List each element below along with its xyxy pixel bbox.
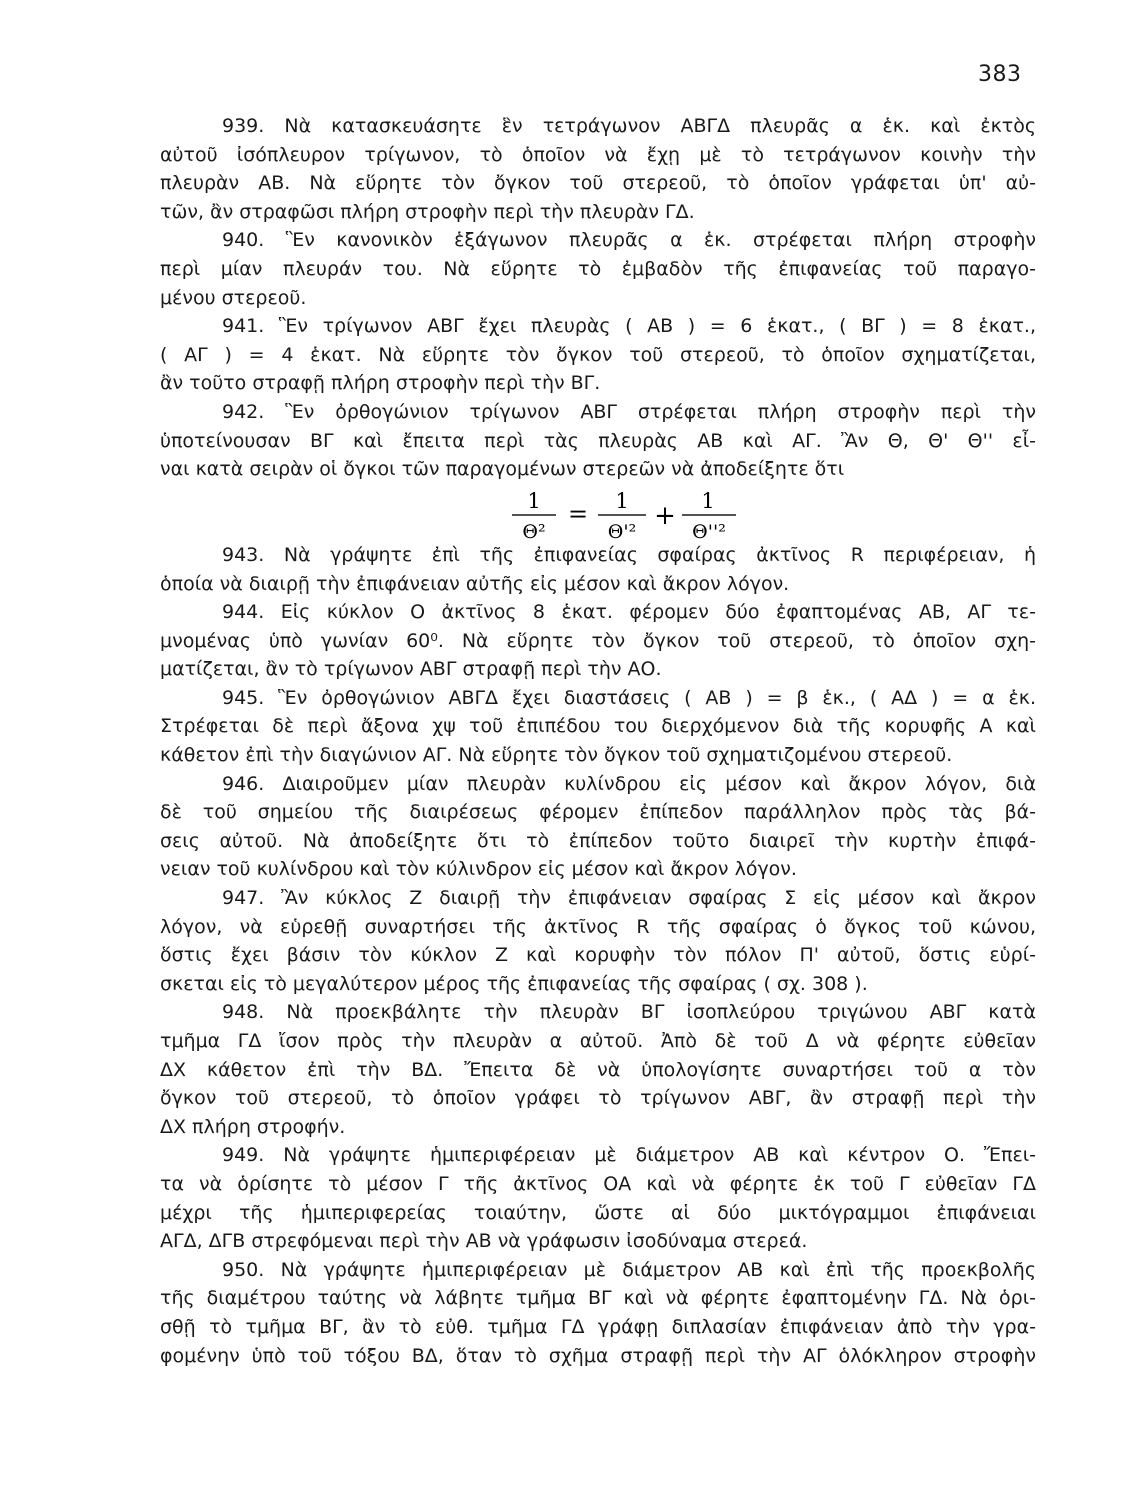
text-line: ΔΧ πλήρη στροφήν. [160, 1115, 346, 1138]
text-line: 943. Νὰ γράψητε ἐπὶ τῆς ἐπιφανείας σφαίρας ἀκτῖνος R περιφέρειαν, ἡ [222, 543, 1036, 566]
text-line: ΔΧ κάθετον ἐπὶ τὴν ΒΔ. Ἔπειτα δὲ νὰ ὑπολογίσητε συναρτήσει τοῦ α τὸν [160, 1058, 1036, 1081]
text-line: κάθετον ἐπὶ τὴν διαγώνιον ΑΓ. Νὰ εὕρητε τὸν ὄγκον τοῦ σχηματιζομένου στερεοῦ. [160, 744, 953, 767]
text-line: 950. Νὰ γράψητε ἡμιπεριφέρειαν μὲ διάμετρον ΑΒ καὶ ἐπὶ τῆς προεκβολῆς [222, 1258, 1036, 1281]
text-line: 944. Εἰς κύκλον Ο ἀκτῖνος 8 ἑκατ. φέρομεν δύο ἐφαπτομένας ΑΒ, ΑΓ τε- [222, 601, 1036, 624]
formula-num-1: 1 [527, 489, 541, 513]
formula-den-2: Θ'² [607, 521, 637, 543]
text-line: τῆς διαμέτρου ταύτης νὰ λάβητε τμῆμα ΒΓ καὶ νὰ φέρητε ἐφαπτομένην ΓΔ. Νὰ ὁρι- [160, 1287, 1036, 1310]
formula [510, 486, 810, 544]
text-line: τμῆμα ΓΔ ἴσον πρὸς τὴν πλευρὰν α αὐτοῦ. Ἀπὸ δὲ τοῦ Δ νὰ φέρητε εὐθεῖαν [160, 1030, 1036, 1052]
text-line: τα νὰ ὁρίσητε τὸ μέσον Γ τῆς ἀκτῖνος ΟΑ καὶ νὰ φέρητε ἐκ τοῦ Γ εὐθεῖαν ΓΔ [160, 1172, 1036, 1195]
body-text [160, 112, 1036, 1370]
text-line: λόγον, νὰ εὑρεθῇ συναρτήσει τῆς ἀκτῖνος R τῆς σφαίρας ὁ ὄγκος τοῦ κώνου, [160, 915, 1036, 938]
formula-den-1: Θ² [522, 521, 546, 543]
text-line: δὲ τοῦ σημείου τῆς διαιρέσεως φέρομεν ἐπίπεδον παράλληλον πρὸς τὰς βά- [160, 801, 1036, 824]
text-line: περὶ μίαν πλευράν του. Νὰ εὕρητε τὸ ἐμβαδὸν τῆς ἐπιφανείας τοῦ παραγο- [160, 257, 1036, 280]
text-line: σκεται εἰς τὸ μεγαλύτερον μέρος τῆς ἐπιφανείας τῆς σφαίρας ( σχ. 308 ). [160, 972, 868, 995]
text-line: 939. Νὰ κατασκευάσητε ἓν τετράγωνον ΑΒΓΔ πλευρᾶς α ἑκ. καὶ ἐκτὸς [222, 115, 1036, 137]
text-line: 945. Ἓν ὀρθογώνιον ΑΒΓΔ ἔχει διαστάσεις ( ΑΒ ) = β ἑκ., ( ΑΔ ) = α ἑκ. [222, 686, 1036, 709]
formula-num-2: 1 [615, 489, 629, 513]
text-line: μένου στερεοῦ. [160, 286, 307, 309]
text-line: ναι κατὰ σειρὰν οἱ ὄγκοι τῶν παραγομένων στερεῶν νὰ ἀποδείξητε ὅτι [160, 458, 845, 481]
formula-num-3: 1 [701, 489, 715, 513]
text-line: ὑποτείνουσαν ΒΓ καὶ ἔπειτα περὶ τὰς πλευρὰς ΑΒ καὶ ΑΓ. Ἂν Θ, Θ' Θ'' εἶ- [160, 429, 1036, 452]
text-line: ( ΑΓ ) = 4 ἑκατ. Νὰ εὕρητε τὸν ὄγκον τοῦ στερεοῦ, τὸ ὁποῖον σχηματίζεται, [160, 343, 1036, 366]
text-line: ἂν τοῦτο στραφῇ πλήρη στροφὴν περὶ τὴν ΒΓ. [160, 372, 601, 395]
text-line: 948. Νὰ προεκβάλητε τὴν πλευρὰν ΒΓ ἰσοπλεύρου τριγώνου ΑΒΓ κατὰ [222, 1001, 1036, 1024]
text-line: 946. Διαιροῦμεν μίαν πλευρὰν κυλίνδρου εἰς μέσον καὶ ἄκρον λόγον, διὰ [222, 772, 1036, 795]
text-line: 949. Νὰ γράψητε ἡμιπεριφέρειαν μὲ διάμετρον ΑΒ καὶ κέντρον Ο. Ἔπει- [222, 1144, 1036, 1167]
text-line: φομένην ὑπὸ τοῦ τόξου ΒΔ, ὅταν τὸ σχῆμα στραφῇ περὶ τὴν ΑΓ ὁλόκληρον στροφὴν [160, 1344, 1036, 1367]
formula-equals: = [567, 500, 589, 528]
text-line: μνομένας ὑπὸ γωνίαν 60⁰. Νὰ εὕρητε τὸν ὄγκον τοῦ στερεοῦ, τὸ ὁποῖον σχη- [160, 629, 1036, 652]
text-line: 942. Ἓν ὀρθογώνιον τρίγωνον ΑΒΓ στρέφεται πλήρη στροφὴν περὶ τὴν [222, 400, 1036, 423]
text-line: τῶν, ἂν στραφῶσι πλήρη στροφὴν περὶ τὴν πλευρὰν ΓΔ. [160, 200, 695, 223]
text-line: 947. Ἂν κύκλος Ζ διαιρῇ τὴν ἐπιφάνειαν σφαίρας Σ εἰς μέσον καὶ ἄκρον [222, 887, 1036, 910]
text-line: 941. Ἓν τρίγωνον ΑΒΓ ἔχει πλευρὰς ( ΑΒ ) = 6 ἑκατ., ( ΒΓ ) = 8 ἑκατ., [222, 315, 1036, 338]
text-line: ΑΓΔ, ΔΓΒ στρεφόμεναι περὶ τὴν ΑΒ νὰ γράφωσιν ἰσοδύναμα στερεά. [160, 1230, 808, 1253]
text-line: Στρέφεται δὲ περὶ ἄξονα χψ τοῦ ἐπιπέδου του διερχόμενον διὰ τῆς κορυφῆς Α καὶ [160, 715, 1036, 738]
text-line: πλευρὰν ΑΒ. Νὰ εὕρητε τὸν ὄγκον τοῦ στερεοῦ, τὸ ὁποῖον γράφεται ὑπ' αὐ- [160, 172, 1036, 195]
formula-plus: + [654, 501, 676, 531]
page-number: 383 [978, 62, 1022, 87]
text-line: ὄγκον τοῦ στερεοῦ, τὸ ὁποῖον γράφει τὸ τρίγωνον ΑΒΓ, ἂν στραφῇ περὶ τὴν [160, 1087, 1036, 1110]
text-line: σθῇ τὸ τμῆμα ΒΓ, ἂν τὸ εὐθ. τμῆμα ΓΔ γράφῃ διπλασίαν ἐπιφάνειαν ἀπὸ τὴν γρα- [160, 1315, 1036, 1338]
text-line: ὅστις ἔχει βάσιν τὸν κύκλον Ζ καὶ κορυφὴν τὸν πόλον Π' αὐτοῦ, ὅστις εὑρί- [160, 944, 1036, 967]
formula-den-3: Θ''² [692, 521, 726, 543]
text-line: ματίζεται, ἂν τὸ τρίγωνον ΑΒΓ στραφῇ περὶ τὴν ΑΟ. [160, 658, 662, 681]
text-line: σεις αὐτοῦ. Νὰ ἀποδείξητε ὅτι τὸ ἐπίπεδον τοῦτο διαιρεῖ τὴν κυρτὴν ἐπιφά- [160, 829, 1036, 852]
text-line: μέχρι τῆς ἡμιπεριφερείας τοιαύτην, ὥστε αἱ δύο μικτόγραμμοι ἐπιφάνειαι [160, 1201, 1036, 1224]
text-line: 940. Ἓν κανονικὸν ἑξάγωνον πλευρᾶς α ἑκ. στρέφεται πλήρη στροφὴν [222, 229, 1036, 252]
text-line: νειαν τοῦ κυλίνδρου καὶ τὸν κύλινδρον εἰς μέσον καὶ ἄκρον λόγον. [160, 858, 797, 881]
text-line: ὁποία νὰ διαιρῇ τὴν ἐπιφάνειαν αὐτῆς εἰς μέσον καὶ ἄκρον λόγον. [160, 572, 790, 595]
text-line: αὐτοῦ ἰσόπλευρον τρίγωνον, τὸ ὁποῖον νὰ ἔχῃ μὲ τὸ τετράγωνον κοινὴν τὴν [160, 143, 1036, 166]
formula-graphic [510, 486, 810, 544]
